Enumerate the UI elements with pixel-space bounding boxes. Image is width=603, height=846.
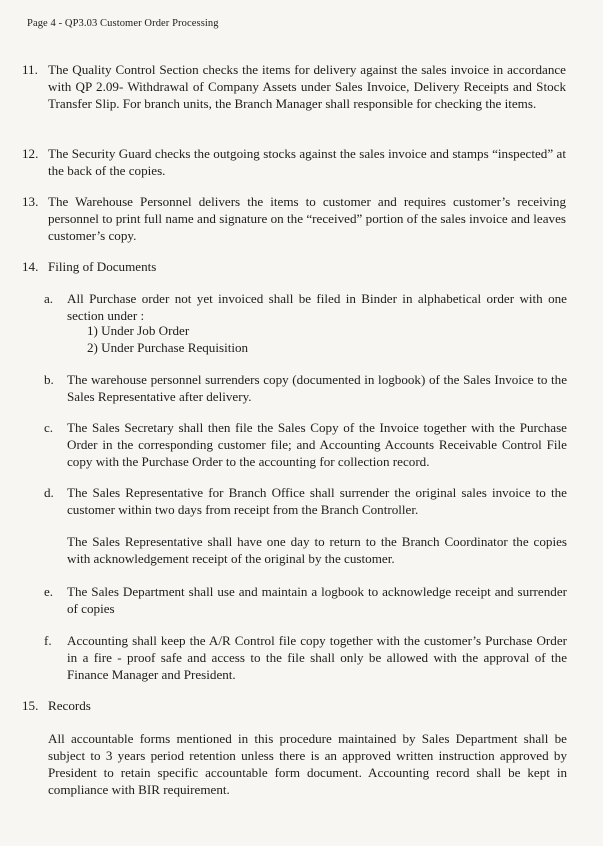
subitem-text: The Sales Secretary shall then file the Sales Copy of the Invoice together with the Purchase Order in the corresponding customer file; and Accounting Accounts Receivable Control File copy with the Purchase Order to the accounting for collection record. — [67, 420, 567, 469]
item-text: Filing of Documents — [48, 259, 157, 274]
item-number: 15. — [22, 698, 39, 713]
page-header: Page 4 - QP3.03 Customer Order Processing — [27, 18, 219, 29]
subitem-letter: e. — [44, 584, 54, 599]
item-text: The Security Guard checks the outgoing stocks against the sales invoice and stamps “inspected” at the back of the copies. — [48, 146, 566, 178]
subitem-text: The Sales Department shall use and maintain a logbook to acknowledge receipt and surrender of copies — [67, 584, 567, 616]
item-text: Records — [48, 698, 91, 713]
subitem-letter: d. — [44, 485, 54, 500]
item-number: 13. — [22, 194, 39, 209]
subitem-text: The warehouse personnel surrenders copy (documented in logbook) of the Sales Invoice to the Sales Representative after delivery. — [67, 372, 567, 404]
records-paragraph: All accountable forms mentioned in this procedure maintained by Sales Department shall be subject to 3 years period retention unless there is an approved written instruction approved by President to retain specific accountable form document. Accounting record shall be kept in compliance with BIR requirement. — [48, 731, 567, 797]
item-number: 11. — [22, 62, 38, 77]
item-text: The Warehouse Personnel delivers the items to customer and requires customer’s receiving personnel to print full name and signature on the “received” portion of the sales invoice and leaves customer’s copy. — [48, 194, 566, 243]
subitem-text: The Sales Representative for Branch Office shall surrender the original sales invoice to the customer within two days from receipt from the Branch Controller. — [67, 485, 567, 517]
subitem-letter: f. — [44, 633, 52, 648]
sublist-a — [87, 322, 248, 356]
subitem-text: All Purchase order not yet invoiced shall be filed in Binder in alphabetical order with one section under : — [67, 291, 567, 323]
list-item: 2) Under Purchase Requisition — [87, 340, 249, 355]
subitem-d-paragraph: The Sales Representative shall have one day to return to the Branch Coordinator the copies with acknowledgement receipt of the original by the customer. — [67, 534, 567, 566]
subitem-letter: c. — [44, 420, 54, 435]
subitem-letter: a. — [44, 291, 54, 306]
list-item: 1) Under Job Order — [87, 323, 190, 338]
subitem-text: Accounting shall keep the A/R Control file copy together with the customer’s Purchase Order in a fire - proof safe and access to the file shall only be allowed with the approval of the Finance Manager and President. — [67, 633, 567, 682]
subitem-letter: b. — [44, 372, 54, 387]
item-number: 12. — [22, 146, 39, 161]
item-text: The Quality Control Section checks the items for delivery against the sales invoice in accordance with QP 2.09- Withdrawal of Company Assets under Sales Invoice, Delivery Receipts and Stock Transfer Slip. For branch units, the Branch Manager shall responsible for checking the items. — [48, 62, 566, 111]
item-number: 14. — [22, 259, 39, 274]
